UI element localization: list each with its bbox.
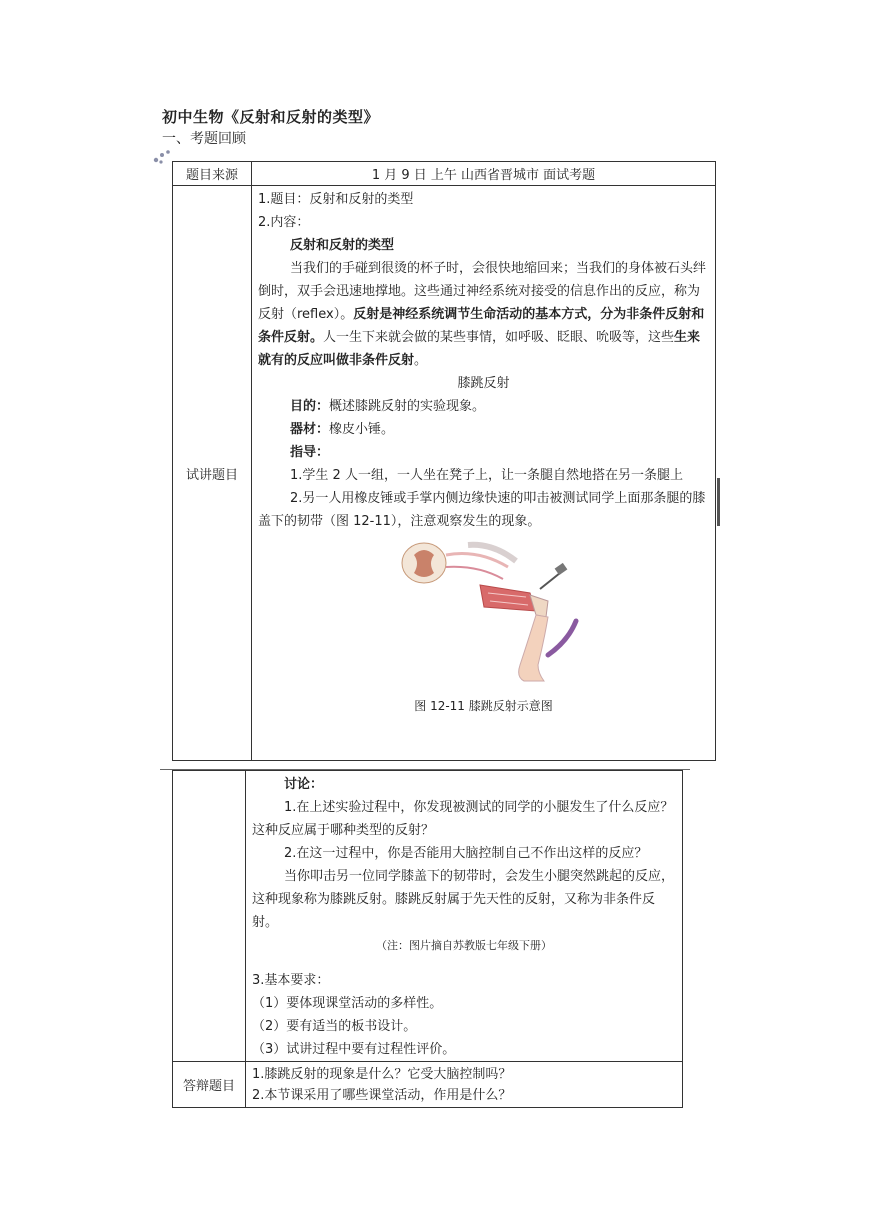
- experiment-title: 膝跳反射: [457, 376, 510, 391]
- requirement-3: （3）试讲过程中要有过程性评价。: [252, 1042, 456, 1057]
- explanation: 当你叩击另一位同学膝盖下的韧带时，会发生小腿突然跳起的反应，这种现象称为膝跳反射。膝跳反射属于先天性的反射，又称为非条件反射。: [252, 869, 675, 930]
- question-1: 1.在上述实验过程中，你发现被测试的同学的小腿发生了什么反应？这种反应属于哪种类型的反射？: [252, 800, 674, 838]
- document-title: 初中生物《反射和反射的类型》: [162, 108, 380, 126]
- purpose-label: 目的：: [290, 399, 330, 414]
- discussion-content: [246, 771, 683, 1062]
- source-label: 题目来源: [173, 162, 252, 186]
- defense-question-2: 2.本节课采用了哪些课堂活动，作用是什么？: [252, 1088, 512, 1103]
- intro-text-e: 。: [414, 353, 428, 368]
- intro-text-c: 人一生下来就会做的某些事情，如呼吸、眨眼、吮吸等，这些: [323, 330, 675, 345]
- equipment-label: 器材：: [290, 422, 330, 437]
- discussion-label: 讨论：: [284, 777, 324, 792]
- question-2: 2.在这一过程中，你是否能用大脑控制自己不作出这样的反应？: [284, 846, 648, 861]
- guide-label: 指导：: [290, 445, 330, 460]
- step-2: 2.另一人用橡皮锤或手掌内侧边缘快速的叩击被测试同学上面那条腿的膝盖下的韧带（图 12-11），注意观察发生的现象。: [258, 491, 706, 529]
- lecture-content: [252, 186, 716, 761]
- step-1: 1.学生 2 人一组，一人坐在凳子上，让一条腿自然地搭在另一条腿上: [290, 468, 683, 483]
- source-row: [173, 162, 716, 186]
- defense-content: [246, 1062, 683, 1108]
- content-heading: 反射和反射的类型: [290, 238, 395, 253]
- source-value: 1 月 9 日 上午 山西省晋城市 面试考题: [252, 162, 716, 186]
- figure-caption: 图 12-11 膝跳反射示意图: [414, 699, 553, 713]
- intro-paragraph: [258, 257, 709, 372]
- empty-label-cell: [173, 771, 246, 1062]
- topic-line: 1.题目：反射和反射的类型: [258, 192, 414, 207]
- scroll-marker: [717, 478, 720, 526]
- content-line: 2.内容：: [258, 215, 310, 230]
- lecture-row: [173, 186, 716, 761]
- exam-table-part2: [172, 770, 683, 1108]
- equipment-text: 橡皮小锤。: [329, 422, 395, 437]
- requirements-title: 3.基本要求：: [252, 973, 330, 988]
- intro-text-d: 生来就有的反应叫做非条件反射: [258, 330, 701, 368]
- section-heading: 一、考题回顾: [162, 131, 246, 147]
- requirement-2: （2）要有适当的板书设计。: [252, 1019, 417, 1034]
- knee-reflex-figure: [258, 533, 709, 693]
- equipment-line: [258, 418, 709, 441]
- discussion-row: [173, 771, 683, 1062]
- intro-text-a: 当我们的手碰到很烫的杯子时，会很快地缩回来；当我们的身体被石头绊倒时，双手会迅速地撑地。这些通过神经系统对接受的信息作出的反应，称为反射（reflex）。: [258, 261, 707, 322]
- lecture-label: 试讲题目: [173, 186, 252, 761]
- requirement-1: （1）要体现课堂活动的多样性。: [252, 996, 443, 1011]
- purpose-text: 概述膝跳反射的实验现象。: [329, 399, 486, 414]
- exam-table-part1: [172, 161, 716, 761]
- defense-row: [173, 1062, 683, 1108]
- knee-reflex-illustration: [398, 537, 598, 687]
- intro-text-b: 反射是神经系统调节生命活动的基本方式，分为非条件反射和条件反射。: [258, 307, 705, 345]
- defense-question-1: 1.膝跳反射的现象是什么？它受大脑控制吗？: [252, 1067, 512, 1082]
- purpose-line: [258, 395, 709, 418]
- defense-label: 答辩题目: [173, 1062, 246, 1108]
- image-note: （注：图片摘自苏教版七年级下册）: [376, 939, 552, 952]
